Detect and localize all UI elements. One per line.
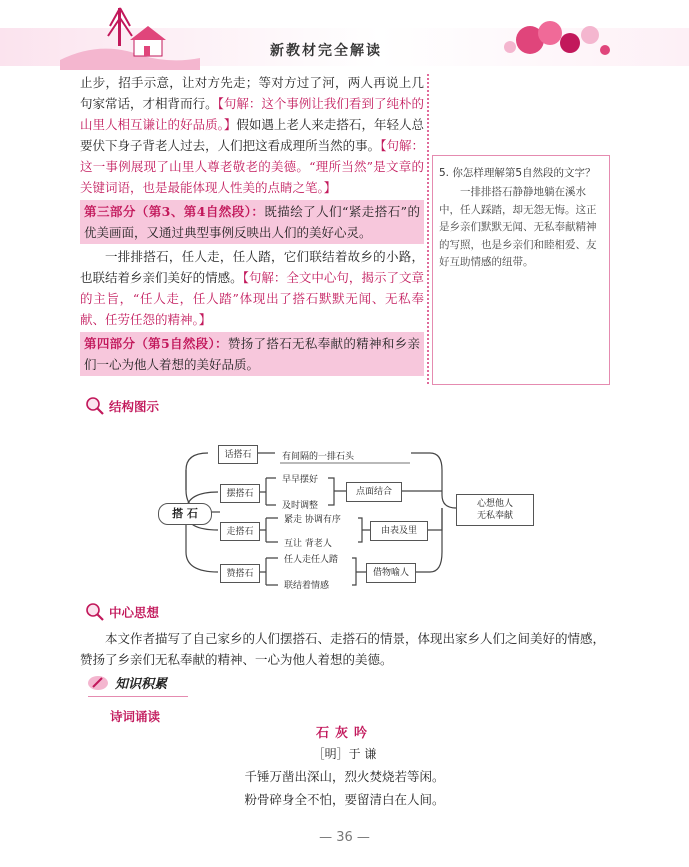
central-section-title bbox=[85, 602, 159, 622]
mindmap-detail-3a: 紧走 协调有序 bbox=[284, 515, 341, 525]
mindmap-detail-4b: 联结着情感 bbox=[284, 581, 330, 591]
central-title: 中心思想 bbox=[109, 605, 160, 620]
header-title: 新教材完全解读 bbox=[270, 43, 382, 59]
central-text: 本文作者描写了自己家乡的人们摆搭石、走搭石的情景，体现出家乡人们之间美好的情感，赞扬了乡亲们无私奉献的精神、一心为他人着想的美德。 bbox=[80, 631, 606, 667]
part4-text: 赞扬了搭石无私奉献的精神和乡亲们一心为他人着想的美好品质。 bbox=[84, 336, 420, 372]
para2-text: 一排排搭石，任人走，任人踏，它们联结着故乡的小路，也联结着乡亲们美好的情感。 bbox=[80, 249, 424, 285]
mindmap-detail-3b: 互让 背老人 bbox=[284, 539, 332, 549]
mindmap-branch-2: 摆搭石 bbox=[220, 484, 260, 503]
mindmap-summary-4: 借物喻人 bbox=[366, 563, 416, 583]
mindmap-summary-3: 由表及里 bbox=[370, 521, 428, 541]
mindmap-branch-4: 赞搭石 bbox=[220, 564, 260, 583]
mindmap-detail-1a: 有间隔的一排石头 bbox=[282, 452, 355, 462]
mindmap-conclusion: 心想他人 无私奉献 bbox=[456, 494, 534, 526]
knowledge-underline bbox=[88, 696, 188, 697]
part3-lead: 第三部分（第3、第4自然段）： bbox=[84, 204, 265, 219]
sentence-note-1: 【句解：这个事例让我们看到了纯朴的山里人相互谦让的好品质。】 bbox=[80, 96, 424, 132]
mindmap-branch-1: 话搭石 bbox=[218, 445, 258, 464]
mindmap-detail-2b: 及时调整 bbox=[282, 501, 319, 511]
knowledge-heading bbox=[87, 673, 167, 692]
poem-line: 千锤万凿出深山，烈火焚烧若等闲。 bbox=[244, 769, 445, 784]
answer-text: 一排排搭石静静地躺在溪水中，任人踩踏，却无怨无悔。这正是乡亲们默默无闻、无私奉献精神的写照，也是乡亲们和睦相爱、友好互助情感的纽带。 bbox=[439, 186, 597, 268]
structure-title: 结构图示 bbox=[109, 399, 160, 414]
poem-title: 石灰吟 bbox=[315, 726, 373, 741]
mindmap-detail-2a: 早早摆好 bbox=[282, 475, 319, 485]
poem-section-title: 诗词诵读 bbox=[110, 709, 161, 724]
sentence-note-2: 【句解：这一事例展现了山里人尊老敬老的美德。“理所当然”是文章的关键词语，也是最能体现人性美的点睛之笔。】 bbox=[80, 138, 424, 195]
sentence-note-3: 【句解：全文中心句，揭示了文章的主旨，“任人走，任人踏”体现出了搭石默默无闻、无私奉献、任劳任怨的精神。】 bbox=[80, 270, 424, 327]
magnifier-icon bbox=[85, 602, 105, 622]
poem-line: 粉骨碎身全不怕，要留清白在人间。 bbox=[244, 792, 445, 807]
part3-text: 既描绘了人们“紧走搭石”的优美画面，又通过典型事例反映出人们的美好心灵。 bbox=[84, 204, 420, 240]
mindmap-summary-2: 点面结合 bbox=[346, 482, 402, 502]
mindmap-detail-4a: 任人走任人踏 bbox=[284, 555, 339, 565]
pen-icon bbox=[87, 674, 109, 692]
mindmap-root: 搭 石 bbox=[158, 503, 212, 525]
page-number: — 36 — bbox=[319, 830, 370, 845]
mindmap-branch-3: 走搭石 bbox=[220, 522, 260, 541]
para1-text: 止步，招手示意，让对方先走；等对方过了河，两人再说上几句家常话，才相背而行。 bbox=[80, 75, 424, 111]
part4-lead: 第四部分（第5自然段）： bbox=[84, 336, 228, 351]
question-text: 5. 你怎样理解第5自然段的文字？ bbox=[439, 167, 596, 179]
para1b-text: 假如遇上老人来走搭石，年轻人总要伏下身子背老人过去，人们把这看成理所当然的事。 bbox=[80, 117, 424, 153]
knowledge-title: 知识积累 bbox=[115, 677, 168, 692]
poem-author: ［明］于 谦 bbox=[312, 747, 377, 761]
